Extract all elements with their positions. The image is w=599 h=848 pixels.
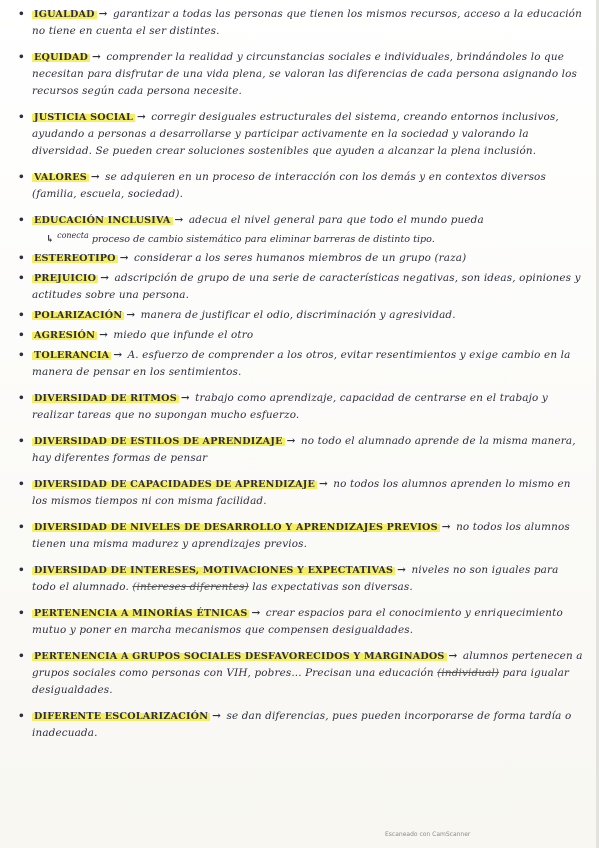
- term-label: DIVERSIDAD DE RITMOS: [34, 393, 177, 405]
- definition-text: miedo que infunde el otro: [113, 329, 254, 342]
- entry-agresion: [18, 327, 583, 344]
- bullet: •: [18, 478, 25, 491]
- arrow-icon: →: [136, 111, 146, 123]
- arrow-icon: →: [100, 272, 110, 285]
- entry-prejuicio: [18, 270, 583, 304]
- bullet: •: [18, 349, 25, 362]
- definition-text: niveles no son iguales para todo el alumnado.: [32, 564, 559, 594]
- entry-body: [32, 212, 583, 229]
- arrow-icon: →: [98, 8, 108, 20]
- entry-grupos-desfavorecidos: [18, 648, 583, 699]
- entry-igualdad: [18, 6, 583, 40]
- bullet: •: [18, 171, 25, 183]
- entry-body: [32, 433, 583, 467]
- definition-text: se dan diferencias, pues pueden incorporarse de forma tardía o inadecuada.: [32, 710, 572, 740]
- arrow-icon: →: [119, 252, 129, 265]
- entry-body: [32, 708, 583, 742]
- definition-text: considerar a los seres humanos miembros de un grupo (raza): [134, 252, 467, 265]
- arrow-icon: →: [126, 309, 136, 322]
- arrow-icon: →: [174, 214, 184, 226]
- bullet: •: [18, 435, 25, 448]
- bullet: •: [18, 710, 25, 723]
- entry-justicia-social: [18, 109, 583, 160]
- entry-polarizacion: [18, 307, 583, 324]
- term-label: EQUIDAD: [34, 52, 89, 63]
- bullet: •: [18, 51, 25, 63]
- sub-note-text: proceso de cambio sistemático para eliminar barreras de distinto tipo.: [91, 234, 435, 246]
- bullet: •: [18, 521, 25, 534]
- bullet: •: [18, 252, 25, 265]
- definition-text: trabajo como aprendizaje, capacidad de centrarse en el trabajo y realizar tareas que no supongan mucho esfuerzo.: [32, 392, 548, 422]
- entry-body: [32, 250, 583, 267]
- entry-diversidad-capacidades: [18, 476, 583, 510]
- bullet: •: [18, 8, 25, 20]
- term-label: PREJUICIO: [34, 273, 97, 285]
- definition-text: adecua el nivel general para que todo el mundo pueda: [188, 214, 484, 226]
- definition-text: no todos los alumnos tienen una misma madurez y aprendizajes previos.: [32, 521, 570, 551]
- bullet: •: [18, 111, 25, 123]
- term-label: VALORES: [34, 172, 87, 183]
- entry-body: [32, 390, 583, 424]
- entry-body: [32, 605, 583, 639]
- definition-text: no todo el alumnado aprende de la misma manera, hay diferentes formas de pensar: [32, 435, 576, 465]
- bullet: •: [18, 272, 25, 285]
- entry-body: [32, 327, 583, 344]
- definition-text: comprender la realidad y circunstancias sociales e individuales, brindándoles lo que necesitan para disfrutar de una vida plena, se valoran las diferencias de cada persona asignando los recursos según cada persona necesite.: [32, 51, 578, 97]
- definition-text: se adquieren en un proceso de interacción con los demás y en contextos diversos (familia, escuela, sociedad).: [32, 171, 546, 200]
- bullet: •: [18, 607, 25, 620]
- entry-tolerancia: [18, 347, 583, 381]
- definition-text: adscripción de grupo de una serie de características negativas, son ideas, opiniones y actitudes sobre una persona.: [32, 272, 581, 302]
- term-label: PERTENENCIA A GRUPOS SOCIALES DESFAVORECIDOS Y MARGINADOS: [34, 651, 445, 663]
- entry-body: [32, 109, 583, 160]
- term-label: DIVERSIDAD DE CAPACIDADES DE APRENDIZAJE: [34, 479, 315, 491]
- term-label: DIVERSIDAD DE INTERESES, MOTIVACIONES Y EXPECTATIVAS: [34, 565, 394, 577]
- arrow-icon: →: [99, 329, 108, 342]
- entry-body: [32, 270, 583, 304]
- entry-body: [32, 6, 583, 40]
- arrow-icon: →: [441, 521, 451, 534]
- entry-body: [32, 307, 583, 324]
- entry-diversidad-intereses: [18, 562, 583, 596]
- definition-text: A. esfuerzo de comprender a los otros, evitar resentimientos y exige cambio en la manera de pensar en los sentimientos.: [32, 349, 571, 379]
- entry-diversidad-niveles: [18, 519, 583, 553]
- arrow-icon: →: [212, 710, 222, 723]
- bullet: •: [18, 214, 25, 226]
- bullet: •: [18, 329, 25, 342]
- term-label: POLARIZACIÓN: [34, 310, 123, 322]
- term-label: TOLERANCIA: [34, 350, 110, 362]
- definition-text: alumnos pertenecen a grupos sociales como personas con VIH, pobres... Precisan una educación: [32, 650, 583, 680]
- arrow-icon: →: [251, 607, 261, 620]
- term-label: DIVERSIDAD DE ESTILOS DE APRENDIZAJE: [34, 436, 283, 448]
- definition-text: corregir desiguales estructurales del sistema, creando entornos inclusivos, ayudando a personas a desarrollarse y participar activamente en la sociedad y valorando la diversidad. Se pueden crear soluciones sostenibles que ayuden a alcanzar la plena inclusión.: [32, 111, 559, 157]
- arrow-icon: →: [92, 51, 101, 63]
- entry-diversidad-ritmos: [18, 390, 583, 424]
- arrow-icon: →: [448, 650, 458, 663]
- arrow-icon: →: [90, 171, 100, 183]
- arrow-icon: →: [397, 564, 407, 577]
- entry-body: [32, 347, 583, 381]
- arrow-icon: →: [318, 478, 328, 491]
- term-label: EDUCACIÓN INCLUSIVA: [34, 215, 171, 226]
- term-label: JUSTICIA SOCIAL: [34, 112, 133, 123]
- bullet: •: [18, 392, 25, 405]
- entry-minorias-etnicas: [18, 605, 583, 639]
- entry-diversidad-estilos: [18, 433, 583, 467]
- term-label: AGRESIÓN: [34, 330, 96, 342]
- margin-note: conecta: [57, 231, 89, 240]
- scanner-watermark: Escaneado con CamScanner: [385, 831, 471, 838]
- entry-body: [32, 519, 583, 553]
- term-label: DIVERSIDAD DE NIVELES DE DESARROLLO Y APRENDIZAJES PREVIOS: [34, 522, 438, 534]
- sub-note: [46, 229, 583, 247]
- crossed-out-text: (intereses diferentes): [132, 581, 249, 594]
- entry-body: [32, 169, 583, 203]
- entry-educacion-inclusiva: [18, 212, 583, 247]
- definition-text: manera de justificar el odio, discriminación y agresividad.: [140, 309, 456, 322]
- definition-text: garantizar a todas las personas que tienen los mismos recursos, acceso a la educación no tiene en cuenta el ser distintes.: [32, 8, 582, 37]
- term-label: DIFERENTE ESCOLARIZACIÓN: [34, 711, 209, 723]
- entry-estereotipo: [18, 250, 583, 267]
- entry-valores: [18, 169, 583, 203]
- entry-body: [32, 476, 583, 510]
- arrow-icon: →: [113, 349, 123, 362]
- crossed-out-text: (individual): [437, 667, 500, 680]
- entry-equidad: [18, 49, 583, 100]
- definition-tail: para igualar desigualdades.: [32, 667, 570, 697]
- definition-text: crear espacios para el conocimiento y enriquecimiento mutuo y poner en marcha mecanismos que compensen desigualdades.: [32, 607, 563, 637]
- entry-body: [32, 49, 583, 100]
- term-label: PERTENENCIA A MINORÍAS ÉTNICAS: [34, 608, 248, 620]
- bullet: •: [18, 309, 25, 322]
- term-label: IGUALDAD: [34, 9, 95, 20]
- entry-diferente-escolarizacion: [18, 708, 583, 742]
- term-label: ESTEREOTIPO: [34, 253, 116, 265]
- bullet: •: [18, 564, 25, 577]
- entry-body: [32, 562, 583, 596]
- definition-text: no todos los alumnos aprenden lo mismo en los mismos tiempos ni con misma facilidad.: [32, 478, 571, 508]
- arrow-icon: →: [286, 435, 296, 448]
- arrow-icon: →: [180, 392, 190, 405]
- hook-arrow-icon: ↳: [46, 234, 55, 246]
- bullet: •: [18, 650, 25, 663]
- definition-tail: las expectativas son diversas.: [252, 581, 413, 594]
- entry-body: [32, 648, 583, 699]
